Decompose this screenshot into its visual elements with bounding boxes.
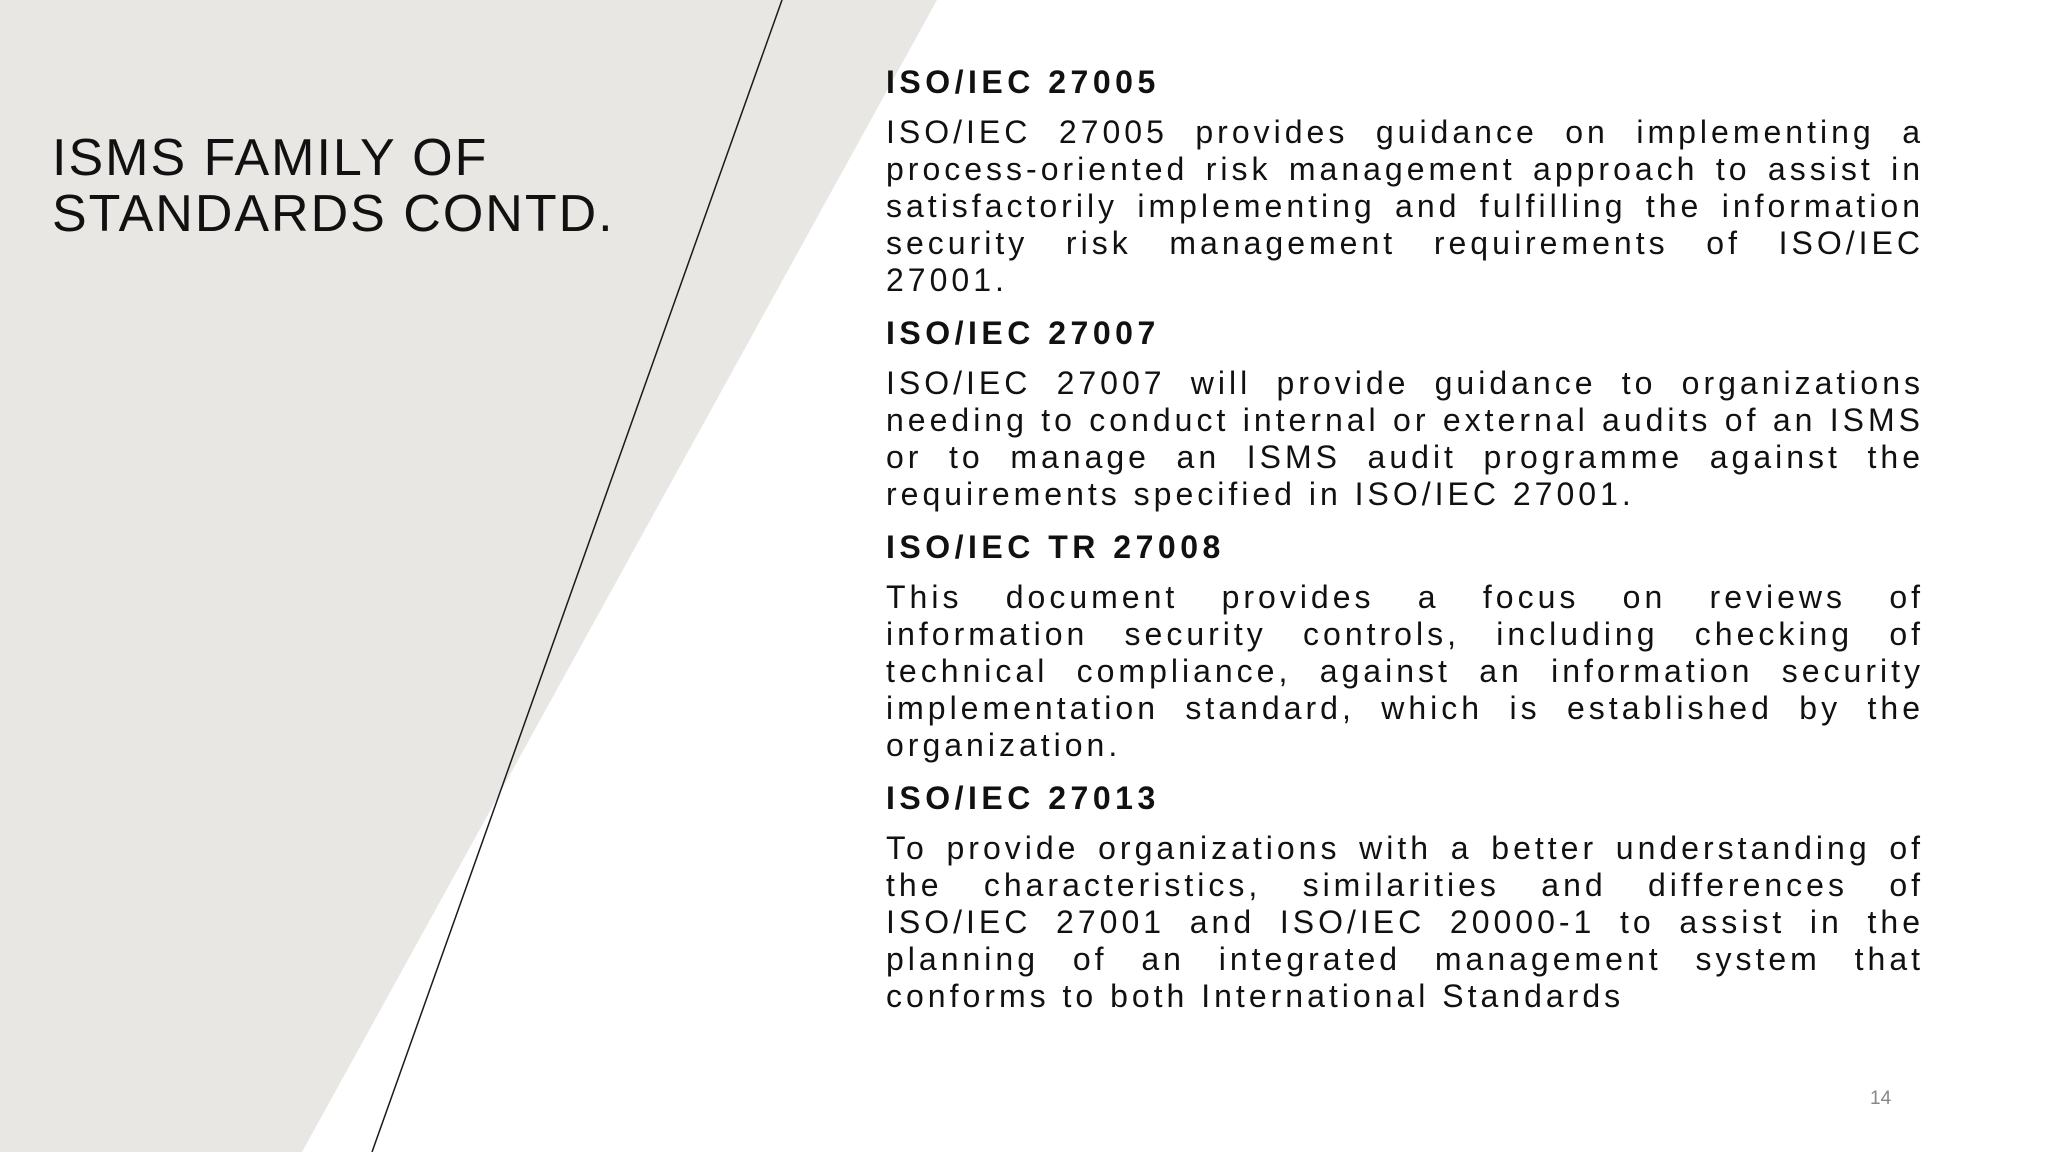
section-body: ISO/IEC 27005 provides guidance on implementing a process-oriented risk management approach to assist in satisfactorily implementing and fulfilling the information security risk management requirements of ISO/IEC 27001. bbox=[886, 114, 1924, 298]
section-heading: ISO/IEC 27013 bbox=[886, 780, 1160, 816]
standard-section bbox=[886, 523, 1924, 764]
slide-title-line1: ISMS FAMILY OF bbox=[52, 129, 489, 187]
standard-section bbox=[886, 309, 1924, 513]
slide-title bbox=[52, 130, 752, 242]
section-heading: ISO/IEC TR 27008 bbox=[886, 529, 1225, 565]
section-heading: ISO/IEC 27007 bbox=[886, 315, 1160, 351]
standard-section bbox=[886, 58, 1924, 299]
section-body: ISO/IEC 27007 will provide guidance to organizations needing to conduct internal or external audits of an ISMS or to manage an ISMS audit programme against the requirements specified in ISO/IEC 27001. bbox=[886, 365, 1924, 512]
standards-list bbox=[886, 58, 1924, 1025]
standard-section bbox=[886, 774, 1924, 1015]
section-body: To provide organizations with a better understanding of the characteristics, similarities and differences of ISO/IEC 27001 and ISO/IEC 20000-1 to assist in the planning of an integrated management system that conforms to both International Standards bbox=[886, 830, 1924, 1014]
section-body: This document provides a focus on reviews of information security controls, including checking of technical compliance, against an information security implementation standard, which is established by the organization. bbox=[886, 579, 1924, 763]
page-number: 14 bbox=[1870, 1088, 1892, 1109]
slide-title-line2: STANDARDS CONTD. bbox=[52, 185, 615, 243]
section-heading: ISO/IEC 27005 bbox=[886, 64, 1160, 100]
